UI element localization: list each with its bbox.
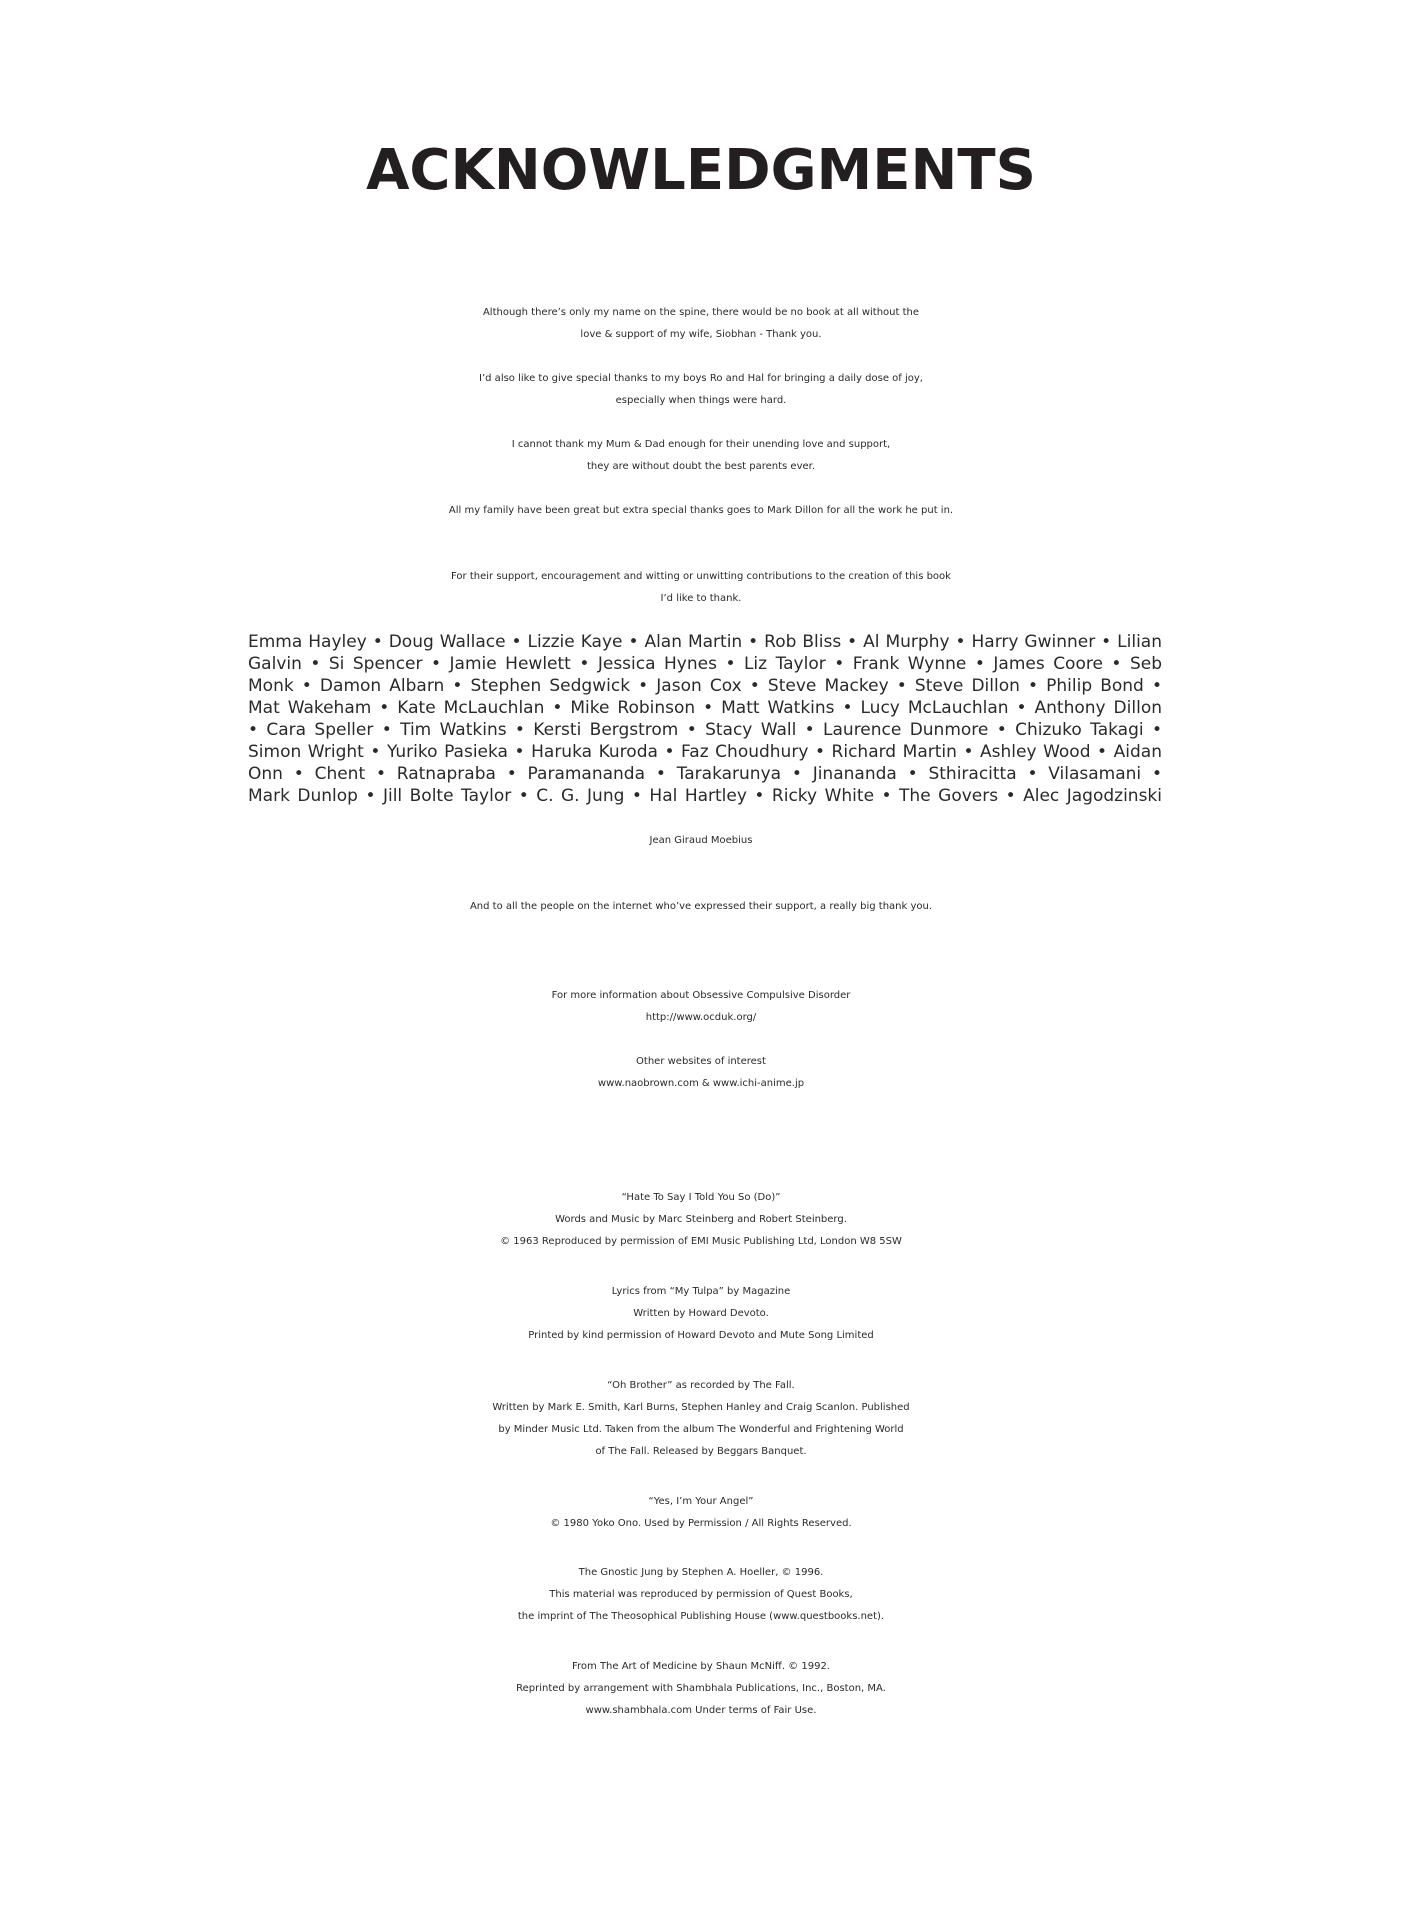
text-line: Reprinted by arrangement with Shambhala Publications, Inc., Boston, MA.: [516, 1683, 886, 1694]
credit-art-of-medicine: [0, 1656, 1402, 1722]
credit-yes-angel: [0, 1491, 1402, 1535]
credit-gnostic-jung: [0, 1562, 1402, 1628]
names-line: • Cara Speller • Tim Watkins • Kersti Bergstrom • Stacy Wall • Laurence Dunmore • Chizuko Takagi •: [248, 720, 1162, 740]
text-line: love & support of my wife, Siobhan - Thank you.: [580, 329, 822, 340]
paragraph-parents: [0, 434, 1402, 478]
text-line: “Yes, I’m Your Angel”: [648, 1496, 754, 1507]
text-line: Other websites of interest: [636, 1056, 766, 1067]
text-line: Lyrics from “My Tulpa” by Magazine: [611, 1286, 791, 1297]
paragraph-websites: [0, 1051, 1402, 1095]
credit-hate-to-say: [0, 1187, 1402, 1253]
text-line: the imprint of The Theosophical Publishing House (www.questbooks.net).: [517, 1611, 885, 1622]
ocd-link[interactable]: http://www.ocduk.org/: [645, 1012, 757, 1023]
text-line: “Hate To Say I Told You So (Do)”: [621, 1192, 781, 1203]
text-line: I’d also like to give special thanks to my boys Ro and Hal for bringing a daily dose of joy,: [479, 373, 923, 384]
paragraph-support: [0, 566, 1402, 610]
websites-links[interactable]: www.naobrown.com & www.ichi-anime.jp: [597, 1078, 805, 1089]
text-line: I’d like to thank.: [660, 593, 742, 604]
text-line: I cannot thank my Mum & Dad enough for their unending love and support,: [511, 439, 891, 450]
paragraph-wife: [0, 302, 1402, 346]
text-line: And to all the people on the internet who’ve expressed their support, a really big thank you.: [469, 901, 933, 912]
names-list: [248, 631, 1162, 807]
text-line: Jean Giraud Moebius: [649, 835, 753, 846]
paragraph-family: [0, 500, 1402, 522]
text-line: by Minder Music Ltd. Taken from the album The Wonderful and Frightening World: [498, 1424, 904, 1435]
credit-my-tulpa: [0, 1281, 1402, 1347]
paragraph-ocd-info: [0, 985, 1402, 1029]
text-line: Although there’s only my name on the spine, there would be no book at all without the: [482, 307, 920, 318]
text-line: For their support, encouragement and witting or unwitting contributions to the creation of this book: [451, 571, 951, 582]
text-line: From The Art of Medicine by Shaun McNiff. © 1992.: [571, 1661, 830, 1672]
names-line: Onn • Chent • Ratnapraba • Paramananda • Tarakarunya • Jinananda • Sthiracitta • Vilasamani •: [248, 764, 1162, 784]
names-line: Emma Hayley • Doug Wallace • Lizzie Kaye • Alan Martin • Rob Bliss • Al Murphy • Harry Gwinner • Lilian: [248, 632, 1162, 652]
names-line: Mat Wakeham • Kate McLauchlan • Mike Robinson • Matt Watkins • Lucy McLauchlan • Anthony Dillon: [248, 698, 1162, 718]
text-line: Printed by kind permission of Howard Devoto and Mute Song Limited: [528, 1330, 874, 1341]
paragraph-boys: [0, 368, 1402, 412]
text-line: This material was reproduced by permission of Quest Books,: [549, 1589, 853, 1600]
text-line: Written by Mark E. Smith, Karl Burns, Stephen Hanley and Craig Scanlon. Published: [492, 1402, 910, 1413]
names-line: Galvin • Si Spencer • Jamie Hewlett • Jessica Hynes • Liz Taylor • Frank Wynne • James Coore • Seb: [248, 654, 1162, 674]
credit-oh-brother: [0, 1375, 1402, 1463]
text-line: www.shambhala.com Under terms of Fair Use.: [585, 1705, 817, 1716]
text-line: “Oh Brother” as recorded by The Fall.: [607, 1380, 795, 1391]
text-line: © 1980 Yoko Ono. Used by Permission / All Rights Reserved.: [550, 1518, 852, 1529]
names-line: Simon Wright • Yuriko Pasieka • Haruka Kuroda • Faz Choudhury • Richard Martin • Ashley Wood • Aidan: [248, 742, 1162, 762]
text-line: The Gnostic Jung by Stephen A. Hoeller, © 1996.: [578, 1567, 824, 1578]
text-line: Words and Music by Marc Steinberg and Robert Steinberg.: [555, 1214, 847, 1225]
paragraph-moebius: [0, 830, 1402, 852]
page-title: ACKNOWLEDGMENTS: [366, 138, 1036, 203]
names-line: Mark Dunlop • Jill Bolte Taylor • C. G. Jung • Hal Hartley • Ricky White • The Govers • Alec Jagodzinski: [248, 786, 1162, 806]
text-line: All my family have been great but extra special thanks goes to Mark Dillon for all the work he put in.: [448, 505, 954, 516]
text-line: especially when things were hard.: [615, 395, 787, 406]
text-line: of The Fall. Released by Beggars Banquet.: [595, 1446, 807, 1457]
names-line: Monk • Damon Albarn • Stephen Sedgwick • Jason Cox • Steve Mackey • Steve Dillon • Philip Bond •: [248, 676, 1162, 696]
text-line: © 1963 Reproduced by permission of EMI Music Publishing Ltd, London W8 5SW: [500, 1236, 902, 1247]
text-line: Written by Howard Devoto.: [633, 1308, 769, 1319]
text-line: they are without doubt the best parents ever.: [586, 461, 816, 472]
text-line: For more information about Obsessive Compulsive Disorder: [551, 990, 851, 1001]
paragraph-internet: [0, 896, 1402, 918]
